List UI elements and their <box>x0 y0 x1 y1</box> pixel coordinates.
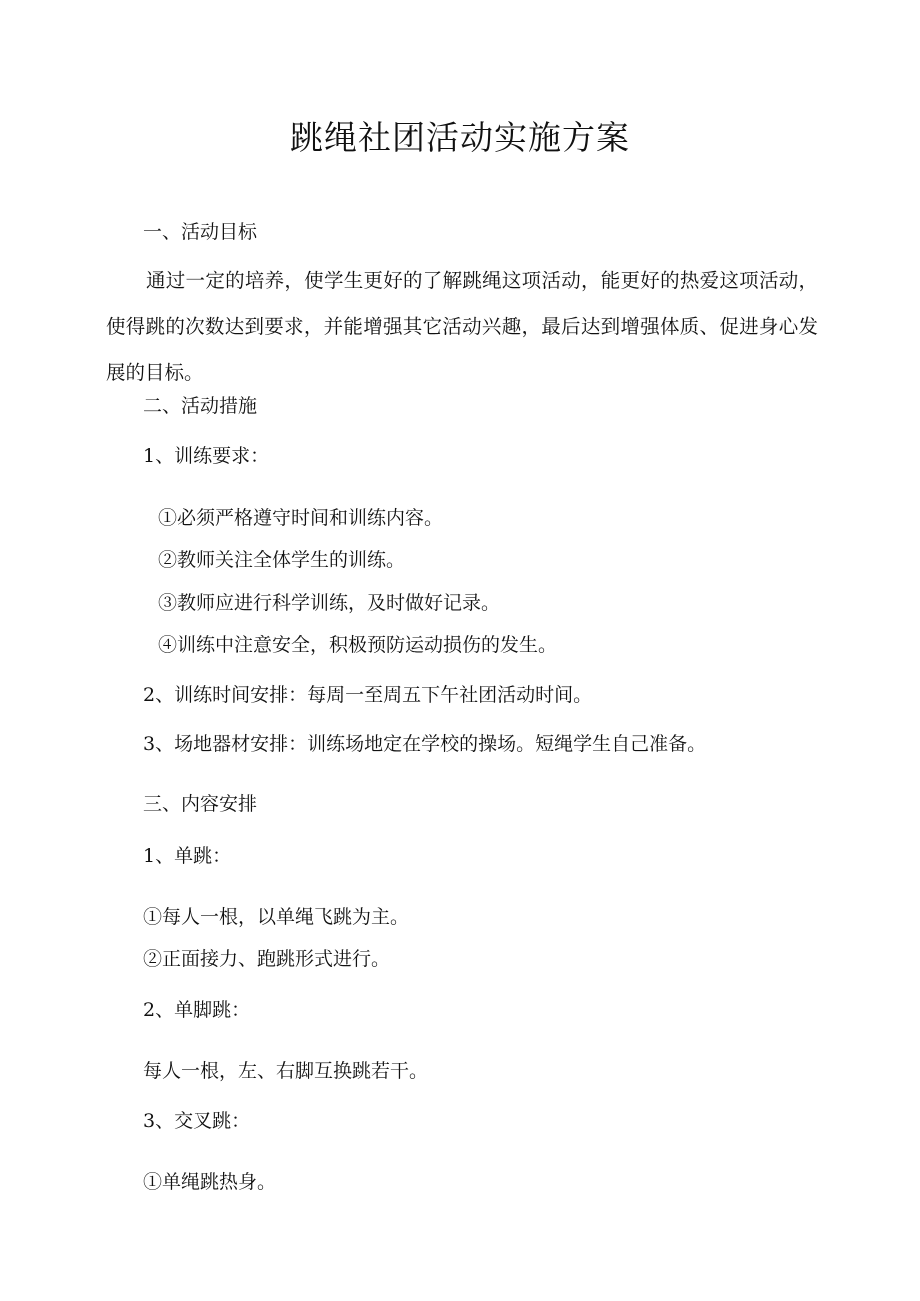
subitem-one-foot-jump-1: 每人一根，左、右脚互换跳若干。 <box>143 1060 429 1082</box>
document-title: 跳绳社团活动实施方案 <box>290 118 630 157</box>
item-venue-equipment: 3、场地器材安排：训练场地定在学校的操场。短绳学生自己准备。 <box>143 733 707 755</box>
section-heading-measures: 二、活动措施 <box>143 395 258 417</box>
section-heading-content: 三、内容安排 <box>143 793 258 815</box>
section-heading-goals: 一、活动目标 <box>143 221 258 243</box>
subitem-requirement-1: ①必须严格遵守时间和训练内容。 <box>158 507 444 529</box>
item-training-schedule: 2、训练时间安排：每周一至周五下午社团活动时间。 <box>143 684 593 706</box>
subitem-single-jump-2: ②正面接力、跑跳形式进行。 <box>143 948 391 970</box>
item-one-foot-jump: 2、单脚跳： <box>143 999 251 1021</box>
subitem-single-jump-1: ①每人一根，以单绳飞跳为主。 <box>143 906 410 928</box>
item-training-requirements: 1、训练要求： <box>143 445 270 467</box>
subitem-requirement-4: ④训练中注意安全，积极预防运动损伤的发生。 <box>158 634 558 656</box>
item-cross-jump: 3、交叉跳： <box>143 1110 251 1132</box>
item-single-jump: 1、单跳： <box>143 845 232 867</box>
section-paragraph-goals: 通过一定的培养，使学生更好的了解跳绳这项活动，能更好的热爱这项活动，使得跳的次数达到要求，并能增强其它活动兴趣，最后达到增强体质、促进身心发展的目标。 <box>106 269 818 384</box>
subitem-requirement-3: ③教师应进行科学训练，及时做好记录。 <box>158 592 501 614</box>
subitem-requirement-2: ②教师关注全体学生的训练。 <box>158 549 406 571</box>
subitem-cross-jump-1: ①单绳跳热身。 <box>143 1171 277 1193</box>
